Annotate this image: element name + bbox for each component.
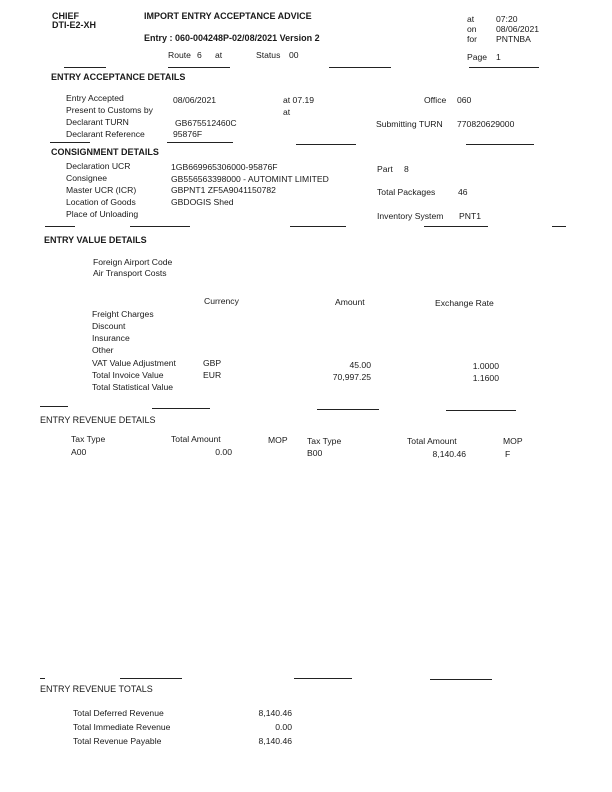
separator-line <box>120 678 182 679</box>
declaration-ucr-value: 1GB669965306000-95876F <box>171 162 278 172</box>
time-label: at <box>467 14 475 24</box>
page-number: 1 <box>496 52 501 62</box>
separator-line <box>466 144 534 145</box>
inventory-system-value: PNT1 <box>459 211 481 221</box>
row-label: Other <box>92 345 114 355</box>
column-header-tax-type: Tax Type <box>307 436 342 446</box>
submitting-turn-value: 770820629000 <box>457 119 515 129</box>
column-header-mop: MOP <box>268 435 288 445</box>
section-heading-entry-revenue: ENTRY REVENUE DETAILS <box>40 415 156 425</box>
submitting-turn-label: Submitting TURN <box>376 119 443 129</box>
column-header-exchange-rate: Exchange Rate <box>435 298 494 308</box>
separator-line <box>469 67 539 68</box>
separator-line <box>40 678 45 679</box>
row-amount: 70,997.25 <box>332 372 371 382</box>
section-heading-entry-value: ENTRY VALUE DETAILS <box>44 235 147 245</box>
row-label: Freight Charges <box>92 309 154 319</box>
total-packages-label: Total Packages <box>377 187 436 197</box>
document-title: IMPORT ENTRY ACCEPTANCE ADVICE <box>144 11 312 21</box>
route-value: 6 <box>197 50 202 60</box>
separator-line <box>130 226 190 227</box>
separator-line <box>50 142 90 143</box>
entry-number: Entry : 060-004248P-02/08/2021 Version 2 <box>144 33 320 43</box>
separator-line <box>64 67 106 68</box>
present-to-customs-label: Present to Customs by <box>66 105 153 115</box>
for-label: for <box>467 34 478 44</box>
separator-line <box>294 678 352 679</box>
separator-line <box>290 226 346 227</box>
declarant-reference-value: 95876F <box>173 129 203 139</box>
total-amount-value: 0.00 <box>215 447 232 457</box>
place-of-unloading-label: Place of Unloading <box>66 209 139 219</box>
present-at-label: at <box>283 107 291 117</box>
row-exchange-rate: 1.0000 <box>472 361 499 371</box>
mop-value: F <box>505 449 511 459</box>
consignee-value: GB556563398000 - AUTOMINT LIMITED <box>171 174 329 184</box>
separator-line <box>446 410 516 411</box>
column-header-amount: Amount <box>335 297 365 307</box>
route-label: Route <box>168 50 191 60</box>
section-heading-revenue-totals: ENTRY REVENUE TOTALS <box>40 684 153 694</box>
declarant-turn-label: Declarant TURN <box>66 117 129 127</box>
status-label: Status <box>256 50 281 60</box>
separator-line <box>424 226 488 227</box>
separator-line <box>329 67 391 68</box>
separator-line <box>152 408 210 409</box>
separator-line <box>167 142 233 143</box>
column-header-mop: MOP <box>503 436 523 446</box>
entry-accepted-time: at 07.19 <box>283 95 315 105</box>
system-name: CHIEF <box>52 11 79 21</box>
separator-line <box>430 679 492 680</box>
column-header-total-amount: Total Amount <box>407 436 457 446</box>
location-of-goods-label: Location of Goods <box>66 197 136 207</box>
total-label: Total Deferred Revenue <box>73 708 164 718</box>
row-amount: 45.00 <box>349 360 371 370</box>
row-exchange-rate: 1.1600 <box>472 373 499 383</box>
row-label: Discount <box>92 321 126 331</box>
tax-type-value: A00 <box>71 447 87 457</box>
section-heading-consignment: CONSIGNMENT DETAILS <box>51 147 159 157</box>
part-value: 8 <box>404 164 409 174</box>
for-value: PNTNBA <box>496 34 531 44</box>
column-header-tax-type: Tax Type <box>71 434 106 444</box>
foreign-airport-code-label: Foreign Airport Code <box>93 257 173 267</box>
status-value: 00 <box>289 50 299 60</box>
separator-line <box>296 144 356 145</box>
total-packages-value: 46 <box>458 187 468 197</box>
entry-accepted-value: 08/06/2021 <box>173 95 217 105</box>
time-value: 07:20 <box>496 14 518 24</box>
separator-line <box>552 226 566 227</box>
system-code: DTI-E2-XH <box>52 20 97 30</box>
part-label: Part <box>377 164 393 174</box>
consignee-label: Consignee <box>66 173 108 183</box>
total-amount-value: 8,140.46 <box>432 449 466 459</box>
row-currency: GBP <box>203 358 222 368</box>
total-label: Total Revenue Payable <box>73 736 162 746</box>
air-transport-costs-label: Air Transport Costs <box>93 268 167 278</box>
total-value: 8,140.46 <box>258 736 292 746</box>
location-of-goods-value: GBDOGIS Shed <box>171 197 234 207</box>
row-label: Total Invoice Value <box>92 370 164 380</box>
declarant-reference-label: Declarant Reference <box>66 129 145 139</box>
declaration-ucr-label: Declaration UCR <box>66 161 131 171</box>
office-label: Office <box>424 95 447 105</box>
inventory-system-label: Inventory System <box>377 211 444 221</box>
tax-type-value: B00 <box>307 448 323 458</box>
row-currency: EUR <box>203 370 222 380</box>
separator-line <box>40 406 68 407</box>
separator-line <box>317 409 379 410</box>
declarant-turn-value: GB675512460C <box>175 118 237 128</box>
column-header-total-amount: Total Amount <box>171 434 221 444</box>
column-header-currency: Currency <box>204 296 239 306</box>
route-at-label: at <box>215 50 223 60</box>
row-label: Insurance <box>92 333 130 343</box>
master-ucr-label: Master UCR (ICR) <box>66 185 137 195</box>
page-label: Page <box>467 52 488 62</box>
date-value: 08/06/2021 <box>496 24 540 34</box>
separator-line <box>168 67 230 68</box>
total-label: Total Immediate Revenue <box>73 722 171 732</box>
master-ucr-value: GBPNT1 ZF5A9041150782 <box>171 185 276 195</box>
total-value: 8,140.46 <box>258 708 292 718</box>
separator-line <box>45 226 75 227</box>
section-heading-entry-acceptance: ENTRY ACCEPTANCE DETAILS <box>51 72 186 82</box>
total-value: 0.00 <box>275 722 292 732</box>
entry-accepted-label: Entry Accepted <box>66 93 124 103</box>
row-label: Total Statistical Value <box>92 382 174 392</box>
row-label: VAT Value Adjustment <box>92 358 176 368</box>
date-label: on <box>467 24 477 34</box>
office-value: 060 <box>457 95 472 105</box>
